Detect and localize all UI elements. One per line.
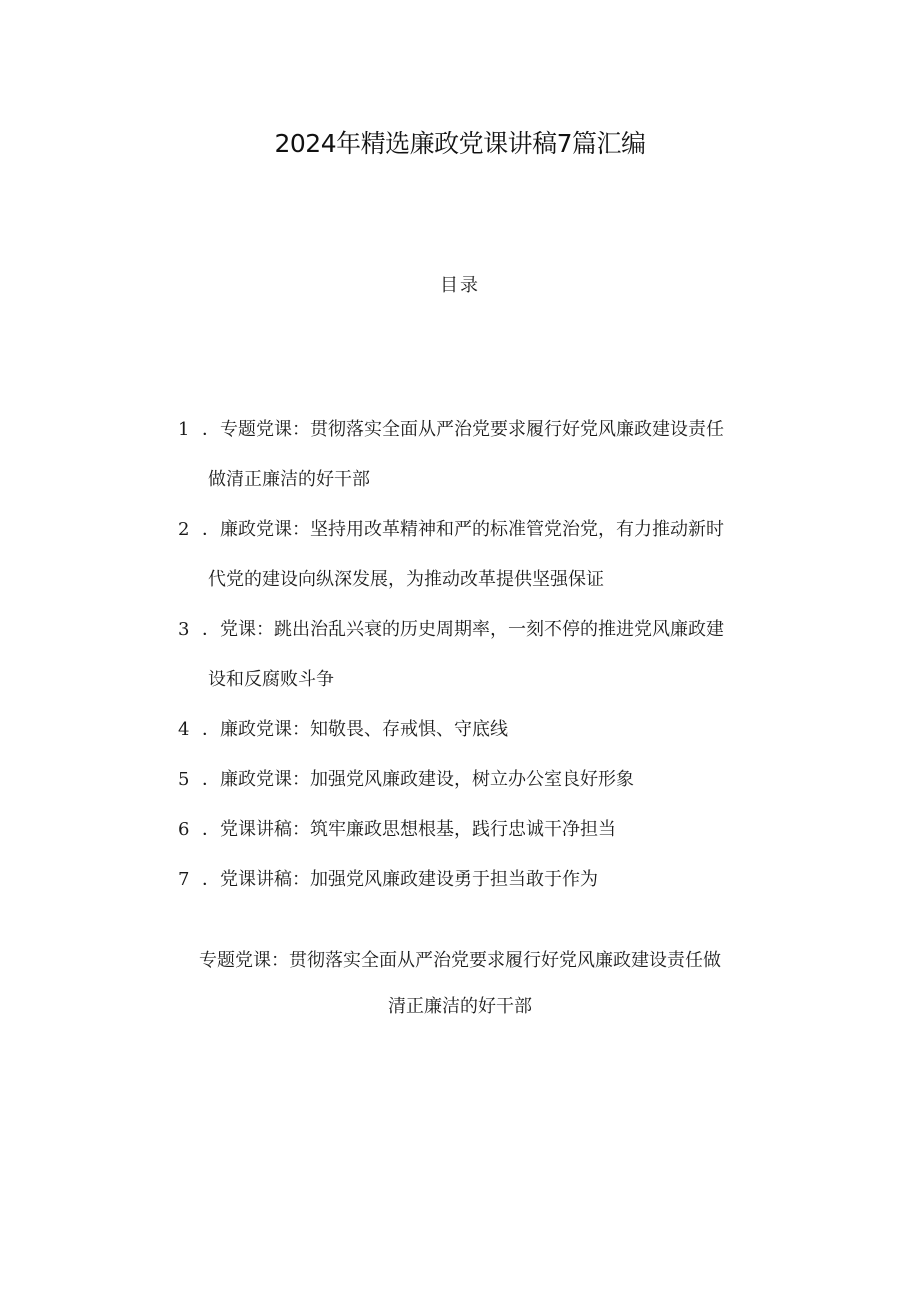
toc-item-text-cont: 代党的建设向纵深发展，为推动改革提供坚强保证 [208, 569, 604, 590]
toc-item-6[interactable] [178, 805, 798, 855]
section-title [0, 938, 920, 1030]
toc-item-4[interactable] [178, 705, 798, 755]
toc-item-1[interactable] [178, 405, 798, 505]
section-title-line-1: 专题党课：贯彻落实全面从严治党要求履行好党风廉政建设责任做 [199, 950, 721, 971]
toc-item-5[interactable] [178, 755, 798, 805]
toc-item-text: ．党课讲稿：加强党风廉政建设勇于担当敢于作为 [202, 869, 598, 890]
toc-item-number: 2 [178, 519, 190, 540]
toc-item-2[interactable] [178, 505, 798, 605]
section-title-line-2: 清正廉洁的好干部 [388, 996, 532, 1017]
toc-item-text: ．廉政党课：加强党风廉政建设，树立办公室良好形象 [202, 769, 634, 790]
toc-item-text: ．党课讲稿：筑牢廉政思想根基，践行忠诚干净担当 [202, 819, 616, 840]
toc-item-7[interactable] [178, 855, 798, 905]
toc-item-text: ．党课：跳出治乱兴衰的历史周期率，一刻不停的推进党风廉政建 [202, 619, 724, 640]
toc-item-number: 5 [178, 769, 190, 790]
toc-item-text: ．专题党课：贯彻落实全面从严治党要求履行好党风廉政建设责任 [202, 419, 724, 440]
toc-item-number: 7 [178, 869, 190, 890]
toc-item-number: 4 [178, 719, 190, 740]
toc-item-3[interactable] [178, 605, 798, 705]
table-of-contents [178, 405, 798, 905]
toc-item-text-cont: 设和反腐败斗争 [208, 669, 334, 690]
toc-heading: 目录 [440, 275, 480, 296]
toc-item-text: ．廉政党课：坚持用改革精神和严的标准管党治党，有力推动新时 [202, 519, 724, 540]
toc-item-text: ．廉政党课：知敬畏、存戒惧、守底线 [202, 719, 508, 740]
toc-item-number: 3 [178, 619, 190, 640]
toc-item-text-cont: 做清正廉洁的好干部 [208, 469, 370, 490]
toc-item-number: 1 [178, 419, 190, 440]
toc-item-number: 6 [178, 819, 190, 840]
document-title: 2024年精选廉政党课讲稿7篇汇编 [274, 129, 646, 158]
